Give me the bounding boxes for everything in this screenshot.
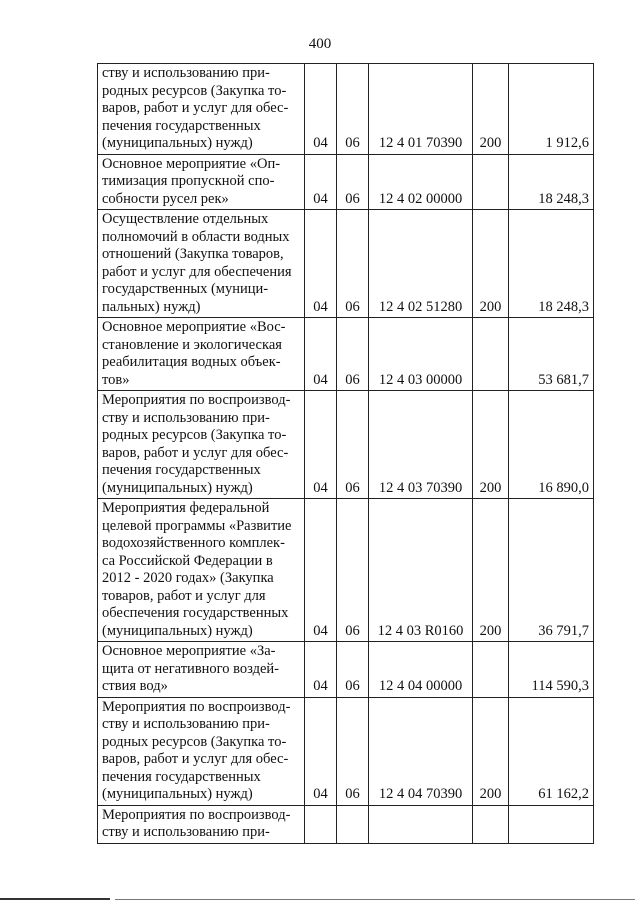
expense-type-cell: 200	[473, 210, 509, 318]
item-name-cell: Основное мероприятие «Оп- тимизация пропускной спо- собности русел рек»	[98, 154, 305, 210]
target-article-cell: 12 4 02 00000	[369, 154, 473, 210]
section-code-cell: 04	[305, 697, 337, 805]
table-row	[98, 642, 594, 698]
item-name-cell: Мероприятия по воспроизвод- ству и использованию при- родных ресурсов (Закупка то- варов, работ и услуг для обес- печения государственных (муниципальных) нужд)	[98, 391, 305, 499]
amount-cell: 16 890,0	[509, 391, 594, 499]
subsection-code-cell: 06	[337, 391, 369, 499]
amount-cell: 36 791,7	[509, 499, 594, 642]
expense-type-cell	[473, 154, 509, 210]
table-row	[98, 499, 594, 642]
item-name-cell: Основное мероприятие «За- щита от негативного воздей- ствия вод»	[98, 642, 305, 698]
item-name-cell: ству и использованию при- родных ресурсов (Закупка то- варов, работ и услуг для обес- печения государственных (муниципальных) нужд)	[98, 64, 305, 155]
section-code-cell: 04	[305, 642, 337, 698]
budget-table-body	[98, 64, 594, 844]
amount-cell: 1 912,6	[509, 64, 594, 155]
subsection-code-cell: 06	[337, 499, 369, 642]
amount-cell: 18 248,3	[509, 154, 594, 210]
item-name-cell: Мероприятия федеральной целевой программы «Развитие водохозяйственного комплек- са Российской Федерации в 2012 - 2020 годах» (Закупка товаров, работ и услуг для обеспечения государственных (муниципальных) нужд)	[98, 499, 305, 642]
subsection-code-cell: 06	[337, 642, 369, 698]
subsection-code-cell: 06	[337, 154, 369, 210]
amount-cell: 18 248,3	[509, 210, 594, 318]
target-article-cell: 12 4 02 51280	[369, 210, 473, 318]
table-row	[98, 805, 594, 843]
table-row	[98, 697, 594, 805]
expense-type-cell: 200	[473, 697, 509, 805]
target-article-cell: 12 4 03 70390	[369, 391, 473, 499]
item-name-cell: Мероприятия по воспроизвод- ству и использованию при-	[98, 805, 305, 843]
target-article-cell: 12 4 01 70390	[369, 64, 473, 155]
amount-cell: 114 590,3	[509, 642, 594, 698]
table-row	[98, 391, 594, 499]
footer-rule-right	[115, 899, 635, 900]
expense-type-cell	[473, 805, 509, 843]
target-article-cell	[369, 805, 473, 843]
page-number: 400	[308, 36, 332, 52]
expense-type-cell	[473, 318, 509, 391]
amount-cell: 61 162,2	[509, 697, 594, 805]
subsection-code-cell: 06	[337, 697, 369, 805]
table-row	[98, 154, 594, 210]
section-code-cell: 04	[305, 210, 337, 318]
budget-table	[97, 63, 594, 844]
expense-type-cell	[473, 642, 509, 698]
section-code-cell: 04	[305, 154, 337, 210]
target-article-cell: 12 4 04 00000	[369, 642, 473, 698]
subsection-code-cell: 06	[337, 64, 369, 155]
expense-type-cell: 200	[473, 499, 509, 642]
expense-type-cell: 200	[473, 64, 509, 155]
footer-rule-left	[0, 898, 110, 900]
target-article-cell: 12 4 03 R0160	[369, 499, 473, 642]
item-name-cell: Основное мероприятие «Вос- становление и экологическая реабилитация водных объек- тов»	[98, 318, 305, 391]
section-code-cell	[305, 805, 337, 843]
section-code-cell: 04	[305, 64, 337, 155]
item-name-cell: Осуществление отдельных полномочий в области водных отношений (Закупка товаров, работ и услуг для обеспечения государственных (муници- пальных) нужд)	[98, 210, 305, 318]
subsection-code-cell: 06	[337, 210, 369, 318]
target-article-cell: 12 4 04 70390	[369, 697, 473, 805]
section-code-cell: 04	[305, 499, 337, 642]
table-row	[98, 64, 594, 155]
target-article-cell: 12 4 03 00000	[369, 318, 473, 391]
item-name-cell: Мероприятия по воспроизвод- ству и использованию при- родных ресурсов (Закупка то- варов, работ и услуг для обес- печения государственных (муниципальных) нужд)	[98, 697, 305, 805]
table-row	[98, 318, 594, 391]
section-code-cell: 04	[305, 318, 337, 391]
amount-cell: 53 681,7	[509, 318, 594, 391]
subsection-code-cell: 06	[337, 318, 369, 391]
subsection-code-cell	[337, 805, 369, 843]
table-row	[98, 210, 594, 318]
section-code-cell: 04	[305, 391, 337, 499]
amount-cell	[509, 805, 594, 843]
expense-type-cell: 200	[473, 391, 509, 499]
